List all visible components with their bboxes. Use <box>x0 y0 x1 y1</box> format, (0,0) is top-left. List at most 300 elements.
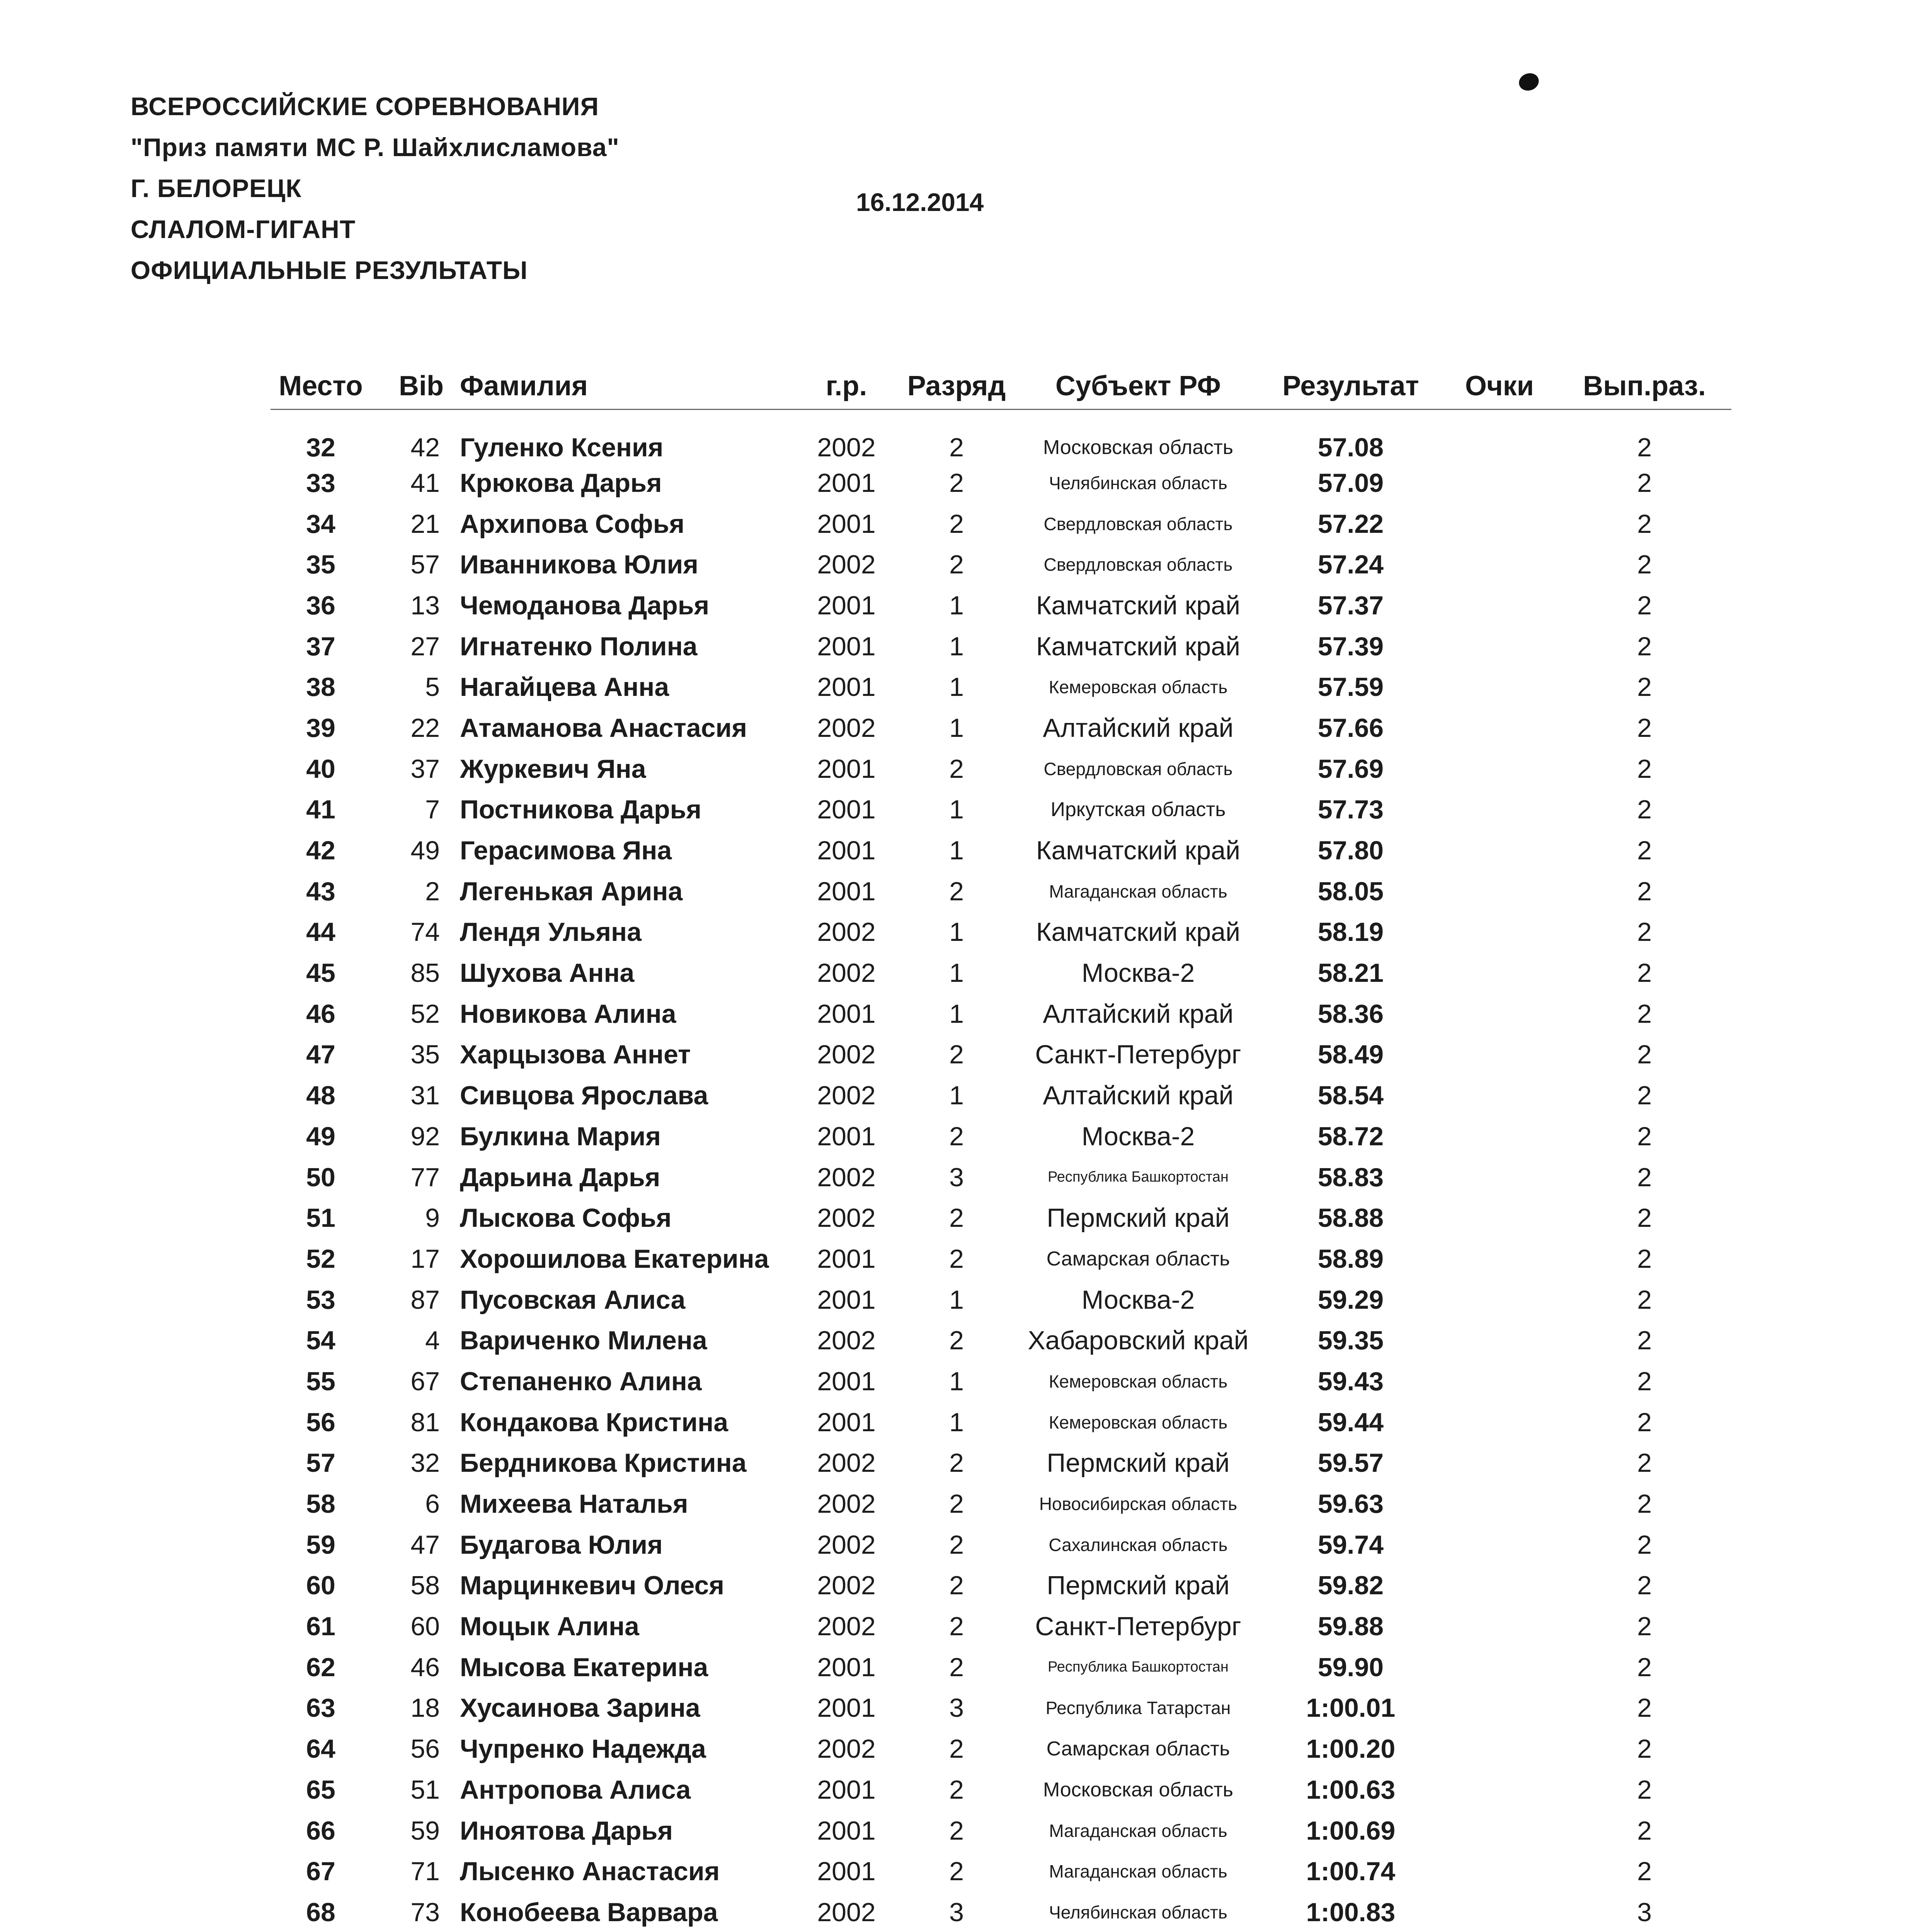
cell-result: 59.43 <box>1317 1366 1384 1396</box>
cell-rank: 2 <box>1637 1652 1652 1682</box>
cell-place: 64 <box>306 1734 335 1764</box>
cell-rank: 2 <box>1637 1571 1652 1600</box>
cell-rank: 2 <box>1637 1244 1652 1274</box>
table-row <box>271 1769 1731 1810</box>
cell-place: 57 <box>306 1448 335 1478</box>
cell-result: 57.39 <box>1317 631 1384 661</box>
cell-category: 1 <box>949 958 964 988</box>
table-row <box>271 871 1731 912</box>
cell-rank: 2 <box>1637 509 1652 539</box>
cell-year: 2001 <box>817 1693 876 1723</box>
cell-category: 2 <box>949 1244 964 1274</box>
cell-points <box>1442 626 1557 667</box>
cell-place: 65 <box>306 1775 335 1804</box>
table-row <box>271 544 1731 585</box>
table-row <box>271 1483 1731 1524</box>
cell-points <box>1442 1647 1557 1688</box>
cell-points <box>1442 1197 1557 1238</box>
cell-result: 57.24 <box>1317 550 1384 580</box>
col-year-header: г.р. <box>825 371 867 401</box>
cell-year: 2001 <box>817 1285 876 1315</box>
cell-year: 2002 <box>817 1326 876 1355</box>
cell-name: Вариченко Милена <box>460 1326 707 1355</box>
cell-rank: 2 <box>1637 999 1652 1029</box>
cell-place: 46 <box>306 999 335 1029</box>
cell-category: 2 <box>949 550 964 580</box>
cell-rank: 2 <box>1637 1734 1652 1764</box>
cell-region: Пермский край <box>1047 1448 1230 1478</box>
cell-region: Москва-2 <box>1081 1285 1195 1315</box>
cell-category: 2 <box>949 1571 964 1600</box>
cell-year: 2001 <box>817 999 876 1029</box>
col-result-header: Результат <box>1282 371 1419 401</box>
cell-result: 59.35 <box>1317 1326 1384 1355</box>
cell-rank: 2 <box>1637 1081 1652 1111</box>
cell-region: Челябинская область <box>1049 1902 1227 1922</box>
cell-place: 45 <box>306 958 335 988</box>
cell-place: 60 <box>306 1571 335 1600</box>
cell-result: 58.72 <box>1317 1121 1384 1151</box>
cell-year: 2001 <box>817 509 876 539</box>
table-row <box>271 1197 1731 1238</box>
cell-place: 48 <box>306 1081 335 1111</box>
cell-bib: 22 <box>410 713 440 743</box>
cell-bib: 41 <box>410 468 440 498</box>
cell-name: Антропова Алиса <box>460 1775 691 1804</box>
cell-name: Постникова Дарья <box>460 795 702 825</box>
cell-year: 2001 <box>817 836 876 866</box>
cell-category: 1 <box>949 917 964 947</box>
cell-points <box>1442 1157 1557 1198</box>
cell-result: 58.36 <box>1317 999 1384 1029</box>
cell-category: 1 <box>949 795 964 825</box>
cell-place: 49 <box>306 1121 335 1151</box>
cell-category: 2 <box>949 1448 964 1478</box>
cell-points <box>1442 789 1557 830</box>
cell-name: Иванникова Юлия <box>460 550 698 580</box>
cell-bib: 17 <box>410 1244 440 1274</box>
cell-bib: 60 <box>410 1612 440 1641</box>
col-category-header: Разряд <box>907 371 1006 401</box>
cell-place: 55 <box>306 1366 335 1396</box>
cell-year: 2002 <box>817 1734 876 1764</box>
competition-title: ВСЕРОССИЙСКИЕ СОРЕВНОВАНИЯ <box>131 92 599 121</box>
cell-category: 1 <box>949 999 964 1029</box>
cell-points <box>1442 1034 1557 1075</box>
cell-bib: 32 <box>410 1448 440 1478</box>
cell-bib: 5 <box>425 672 440 702</box>
cell-points <box>1442 1524 1557 1565</box>
cell-region: Кемеровская область <box>1048 677 1228 697</box>
cell-rank: 2 <box>1637 1857 1652 1886</box>
cell-place: 41 <box>306 795 335 825</box>
results-body <box>271 410 1731 1932</box>
cell-region: Пермский край <box>1047 1203 1230 1233</box>
table-row <box>271 912 1731 953</box>
cell-result: 1:00.74 <box>1306 1857 1396 1886</box>
cell-points <box>1442 544 1557 585</box>
cell-name: Кондакова Кристина <box>460 1407 728 1437</box>
cell-bib: 7 <box>425 795 440 825</box>
cell-year: 2002 <box>817 1897 876 1927</box>
cell-region: Магаданская область <box>1049 881 1227 901</box>
cell-category: 2 <box>949 1652 964 1682</box>
cell-category: 2 <box>949 1857 964 1886</box>
cell-name: Лысенко Анастасия <box>460 1857 720 1886</box>
cell-region: Кемеровская область <box>1048 1412 1228 1432</box>
cell-category: 1 <box>949 836 964 866</box>
cell-points <box>1442 1606 1557 1647</box>
cell-name: Сивцова Ярослава <box>460 1081 708 1111</box>
table-row <box>271 1361 1731 1402</box>
cell-name: Атаманова Анастасия <box>460 713 747 743</box>
cell-rank: 2 <box>1637 1693 1652 1723</box>
cell-bib: 81 <box>410 1407 440 1437</box>
cell-category: 1 <box>949 713 964 743</box>
cell-category: 1 <box>949 672 964 702</box>
cell-points <box>1442 1688 1557 1729</box>
cell-rank: 2 <box>1637 836 1652 866</box>
table-row <box>271 1279 1731 1320</box>
cell-name: Игнатенко Полина <box>460 631 698 661</box>
cell-place: 32 <box>306 433 335 462</box>
cell-region: Кемеровская область <box>1048 1371 1228 1391</box>
cell-result: 57.09 <box>1317 468 1384 498</box>
cell-year: 2001 <box>817 590 876 620</box>
cell-category: 2 <box>949 1816 964 1845</box>
cell-result: 1:00.01 <box>1306 1693 1396 1723</box>
table-row <box>271 1443 1731 1484</box>
cell-region: Пермский край <box>1047 1571 1230 1600</box>
competition-subtitle: "Приз памяти МС Р. Шайхлисламова" <box>131 133 620 162</box>
cell-points <box>1442 871 1557 912</box>
cell-bib: 2 <box>425 876 440 906</box>
cell-place: 38 <box>306 672 335 702</box>
cell-result: 59.29 <box>1317 1285 1384 1315</box>
table-row <box>271 1810 1731 1851</box>
cell-points <box>1442 830 1557 871</box>
cell-year: 2002 <box>817 433 876 462</box>
cell-rank: 2 <box>1637 958 1652 988</box>
cell-bib: 49 <box>410 836 440 866</box>
cell-rank: 2 <box>1637 1489 1652 1519</box>
cell-result: 57.37 <box>1317 590 1384 620</box>
cell-name: Марцинкевич Олеся <box>460 1571 725 1600</box>
cell-rank: 2 <box>1637 1366 1652 1396</box>
cell-result: 57.22 <box>1317 509 1384 539</box>
table-row <box>271 1157 1731 1198</box>
cell-result: 57.08 <box>1317 433 1384 462</box>
cell-category: 2 <box>949 754 964 784</box>
cell-category: 2 <box>949 1734 964 1764</box>
col-points-header: Очки <box>1465 371 1534 401</box>
cell-rank: 2 <box>1637 795 1652 825</box>
cell-year: 2001 <box>817 1816 876 1845</box>
cell-name: Конобеева Варвара <box>460 1897 718 1927</box>
results-table <box>271 363 1731 1932</box>
cell-place: 63 <box>306 1693 335 1723</box>
cell-place: 37 <box>306 631 335 661</box>
cell-rank: 2 <box>1637 550 1652 580</box>
cell-rank: 2 <box>1637 1121 1652 1151</box>
cell-region: Алтайский край <box>1043 999 1234 1029</box>
table-row <box>271 667 1731 707</box>
cell-year: 2001 <box>817 1121 876 1151</box>
cell-region: Камчатский край <box>1036 631 1241 661</box>
cell-rank: 2 <box>1637 1530 1652 1560</box>
cell-bib: 67 <box>410 1366 440 1396</box>
cell-category: 2 <box>949 1121 964 1151</box>
cell-name: Шухова Анна <box>460 958 635 988</box>
cell-points <box>1442 707 1557 748</box>
cell-rank: 2 <box>1637 468 1652 498</box>
cell-rank: 2 <box>1637 1203 1652 1233</box>
cell-result: 57.69 <box>1317 754 1384 784</box>
cell-points <box>1442 1769 1557 1810</box>
ink-blot-mark <box>1517 70 1541 93</box>
cell-bib: 6 <box>425 1489 440 1519</box>
table-row <box>271 1565 1731 1606</box>
cell-rank: 2 <box>1637 1775 1652 1804</box>
cell-result: 57.73 <box>1317 795 1384 825</box>
cell-place: 58 <box>306 1489 335 1519</box>
cell-category: 2 <box>949 1775 964 1804</box>
cell-points <box>1442 1443 1557 1484</box>
cell-points <box>1442 503 1557 544</box>
cell-result: 57.80 <box>1317 836 1384 866</box>
cell-region: Новосибирская область <box>1039 1494 1237 1514</box>
cell-place: 67 <box>306 1857 335 1886</box>
cell-name: Степаненко Алина <box>460 1366 702 1396</box>
table-row <box>271 410 1731 463</box>
cell-result: 57.66 <box>1317 713 1384 743</box>
col-place-header: Место <box>279 371 363 401</box>
cell-name: Иноятова Дарья <box>460 1816 673 1845</box>
table-row <box>271 503 1731 544</box>
table-row <box>271 1034 1731 1075</box>
cell-name: Булкина Мария <box>460 1121 661 1151</box>
cell-result: 58.19 <box>1317 917 1384 947</box>
cell-year: 2001 <box>817 1652 876 1682</box>
cell-category: 2 <box>949 876 964 906</box>
cell-year: 2002 <box>817 1203 876 1233</box>
table-row <box>271 1320 1731 1361</box>
table-row <box>271 707 1731 748</box>
table-row <box>271 1892 1731 1932</box>
cell-place: 56 <box>306 1407 335 1437</box>
cell-category: 2 <box>949 509 964 539</box>
cell-rank: 2 <box>1637 1285 1652 1315</box>
cell-name: Хусаинова Зарина <box>460 1693 700 1723</box>
cell-points <box>1442 1279 1557 1320</box>
cell-bib: 18 <box>410 1693 440 1723</box>
cell-region: Москва-2 <box>1081 958 1195 988</box>
table-row <box>271 1116 1731 1157</box>
results-table-wrap <box>271 363 1731 1932</box>
cell-year: 2002 <box>817 1081 876 1111</box>
cell-rank: 2 <box>1637 672 1652 702</box>
cell-year: 2001 <box>817 1775 876 1804</box>
cell-place: 51 <box>306 1203 335 1233</box>
cell-place: 40 <box>306 754 335 784</box>
cell-place: 59 <box>306 1530 335 1560</box>
cell-year: 2001 <box>817 1244 876 1274</box>
cell-result: 58.88 <box>1317 1203 1384 1233</box>
cell-bib: 74 <box>410 917 440 947</box>
table-row <box>271 1075 1731 1116</box>
cell-category: 1 <box>949 1366 964 1396</box>
cell-category: 1 <box>949 590 964 620</box>
cell-result: 59.44 <box>1317 1407 1384 1437</box>
cell-year: 2002 <box>817 917 876 947</box>
cell-region: Республика Башкортостан <box>1048 1169 1229 1185</box>
table-row <box>271 789 1731 830</box>
cell-region: Камчатский край <box>1036 836 1241 866</box>
cell-place: 34 <box>306 509 335 539</box>
table-row <box>271 1851 1731 1892</box>
table-row <box>271 748 1731 789</box>
cell-place: 66 <box>306 1816 335 1845</box>
cell-region: Челябинская область <box>1049 473 1227 493</box>
cell-name: Будагова Юлия <box>460 1530 663 1560</box>
cell-name: Герасимова Яна <box>460 836 672 866</box>
cell-name: Крюкова Дарья <box>460 468 662 498</box>
cell-place: 61 <box>306 1612 335 1641</box>
cell-name: Журкевич Яна <box>460 754 646 784</box>
cell-name: Чупренко Надежда <box>460 1734 706 1764</box>
cell-year: 2001 <box>817 876 876 906</box>
cell-result: 1:00.63 <box>1306 1775 1396 1804</box>
cell-category: 2 <box>949 1489 964 1519</box>
cell-bib: 57 <box>410 550 440 580</box>
cell-bib: 27 <box>410 631 440 661</box>
cell-result: 59.82 <box>1317 1571 1384 1600</box>
table-row <box>271 1238 1731 1279</box>
cell-year: 2001 <box>817 1407 876 1437</box>
cell-name: Дарьина Дарья <box>460 1162 660 1192</box>
cell-region: Самарская область <box>1046 1247 1230 1270</box>
cell-place: 39 <box>306 713 335 743</box>
cell-name: Легенькая Арина <box>460 876 683 906</box>
cell-points <box>1442 1728 1557 1769</box>
cell-place: 43 <box>306 876 335 906</box>
cell-bib: 73 <box>410 1897 440 1927</box>
cell-year: 2002 <box>817 713 876 743</box>
cell-year: 2002 <box>817 1448 876 1478</box>
cell-category: 2 <box>949 1612 964 1641</box>
cell-rank: 2 <box>1637 631 1652 661</box>
cell-year: 2001 <box>817 795 876 825</box>
cell-bib: 85 <box>410 958 440 988</box>
cell-place: 53 <box>306 1285 335 1315</box>
cell-place: 68 <box>306 1897 335 1927</box>
table-header-row <box>271 363 1731 410</box>
cell-category: 1 <box>949 1081 964 1111</box>
cell-bib: 52 <box>410 999 440 1029</box>
cell-points <box>1442 667 1557 707</box>
table-row <box>271 1524 1731 1565</box>
cell-points <box>1442 585 1557 626</box>
cell-name: Михеева Наталья <box>460 1489 688 1519</box>
cell-rank: 2 <box>1637 1816 1652 1845</box>
cell-category: 3 <box>949 1897 964 1927</box>
cell-region: Самарская область <box>1046 1738 1230 1760</box>
table-row <box>271 952 1731 993</box>
cell-category: 1 <box>949 1285 964 1315</box>
cell-points <box>1442 463 1557 503</box>
cell-bib: 56 <box>410 1734 440 1764</box>
cell-year: 2001 <box>817 754 876 784</box>
cell-bib: 51 <box>410 1775 440 1804</box>
cell-place: 33 <box>306 468 335 498</box>
cell-bib: 42 <box>410 433 440 462</box>
cell-rank: 2 <box>1637 754 1652 784</box>
cell-result: 1:00.83 <box>1306 1897 1396 1927</box>
cell-points <box>1442 993 1557 1034</box>
cell-year: 2002 <box>817 958 876 988</box>
cell-year: 2002 <box>817 1040 876 1070</box>
cell-bib: 13 <box>410 590 440 620</box>
cell-name: Чемоданова Дарья <box>460 590 710 620</box>
cell-bib: 77 <box>410 1162 440 1192</box>
cell-region: Свердловская область <box>1043 759 1233 779</box>
cell-category: 2 <box>949 1040 964 1070</box>
cell-bib: 47 <box>410 1530 440 1560</box>
cell-name: Хорошилова Екатерина <box>460 1244 769 1274</box>
cell-region: Сахалинская область <box>1048 1534 1228 1555</box>
cell-result: 1:00.20 <box>1306 1734 1396 1764</box>
cell-points <box>1442 1402 1557 1443</box>
cell-bib: 59 <box>410 1816 440 1845</box>
cell-year: 2001 <box>817 631 876 661</box>
cell-points <box>1442 1361 1557 1402</box>
cell-year: 2002 <box>817 1489 876 1519</box>
cell-category: 3 <box>949 1693 964 1723</box>
cell-rank: 2 <box>1637 713 1652 743</box>
cell-name: Лендя Ульяна <box>460 917 642 947</box>
cell-bib: 46 <box>410 1652 440 1682</box>
col-name-header: Фамилия <box>460 371 588 401</box>
cell-name: Гуленко Ксения <box>460 433 664 462</box>
cell-name: Новикова Алина <box>460 999 676 1029</box>
table-row <box>271 626 1731 667</box>
cell-points <box>1442 1565 1557 1606</box>
cell-region: Камчатский край <box>1036 590 1241 620</box>
cell-name: Бердникова Кристина <box>460 1448 747 1478</box>
cell-points <box>1442 1851 1557 1892</box>
cell-place: 36 <box>306 590 335 620</box>
cell-points <box>1442 1075 1557 1116</box>
cell-region: Санкт-Петербург <box>1035 1040 1241 1070</box>
cell-result: 57.59 <box>1317 672 1384 702</box>
cell-place: 47 <box>306 1040 335 1070</box>
cell-name: Нагайцева Анна <box>460 672 669 702</box>
cell-category: 1 <box>949 631 964 661</box>
cell-rank: 2 <box>1637 433 1652 462</box>
cell-place: 54 <box>306 1326 335 1355</box>
cell-name: Харцызова Аннет <box>460 1040 691 1070</box>
cell-points <box>1442 748 1557 789</box>
cell-category: 1 <box>949 1407 964 1437</box>
cell-rank: 2 <box>1637 1407 1652 1437</box>
cell-bib: 4 <box>425 1326 440 1355</box>
cell-region: Республика Татарстан <box>1045 1698 1231 1718</box>
cell-rank: 2 <box>1637 1040 1652 1070</box>
cell-year: 2001 <box>817 1857 876 1886</box>
cell-bib: 31 <box>410 1081 440 1111</box>
cell-name: Моцык Алина <box>460 1612 639 1641</box>
table-row <box>271 1728 1731 1769</box>
